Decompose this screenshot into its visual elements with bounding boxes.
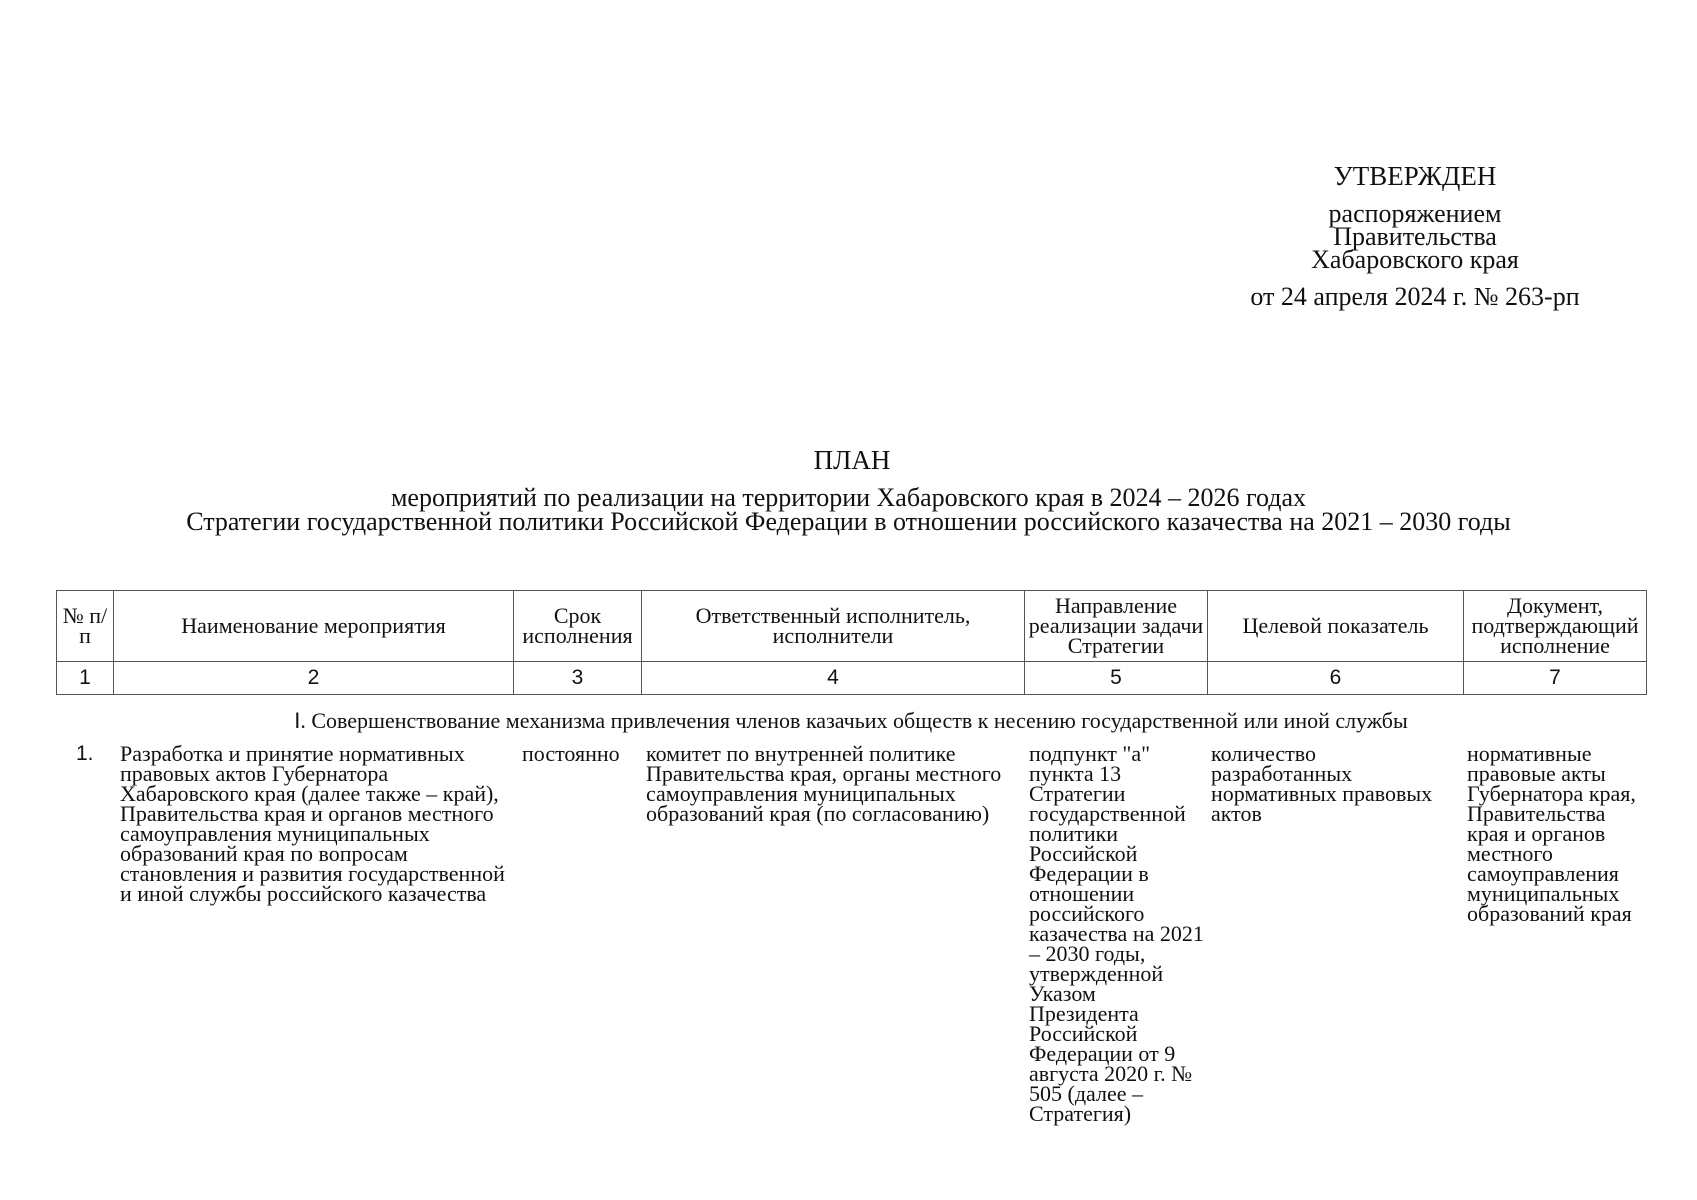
document-subtitle-line-2: Стратегии государственной политики Российской Федерации в отношении российского казачества на 2021 – 2030 годы xyxy=(186,507,1511,536)
approval-stamp xyxy=(1190,161,1640,311)
approval-line-1: распоряжением xyxy=(1328,199,1502,228)
document-title-block xyxy=(0,445,1697,534)
column-number: 3 xyxy=(514,662,642,695)
row-number: 1. xyxy=(76,742,94,765)
row-activity-name: Разработка и принятие нормативных правовых актов Губернатора Хабаровского края (далее также – край), Правительства края и органов местного самоуправления муниципальных образований края по вопросам становления и развития государственной и иной службы российского казачества xyxy=(120,741,505,906)
row-responsible: комитет по внутренней политике Правительства края, органы местного самоуправления муниципальных образований края (по согласованию) xyxy=(646,741,1002,826)
header-document: Документ, подтверждающий исполнение xyxy=(1464,591,1647,662)
header-term: Срок исполнения xyxy=(514,591,642,662)
header-target: Целевой показатель xyxy=(1208,591,1464,662)
document-subtitle-line-1: мероприятий по реализации на территории Хабаровского края в 2024 – 2026 годах xyxy=(390,483,1307,512)
column-number: 2 xyxy=(114,662,514,695)
column-number: 7 xyxy=(1464,662,1647,695)
section-title: . Совершенствование механизма привлечения членов казачьих обществ к несению государственной или иной службы xyxy=(300,708,1408,733)
header-direction: Направление реализации задачи Стратегии xyxy=(1025,591,1208,662)
row-document: нормативные правовые акты Губернатора края, Правительства края и органов местного самоуправления муниципальных образований края xyxy=(1467,741,1636,926)
column-number: 5 xyxy=(1025,662,1208,695)
row-direction: подпункт "а" пункта 13 Стратегии государственной политики Российской Федерации в отношении российского казачества на 2021 – 2030 годы, утвержденной Указом Президента Российской Федерации от 9 августа 2020 г. № 505 (далее – Стратегия) xyxy=(1029,741,1204,1126)
row-target: количество разработанных нормативных правовых актов xyxy=(1211,741,1433,826)
header-responsible: Ответственный исполнитель, исполнители xyxy=(642,591,1025,662)
column-number: 4 xyxy=(642,662,1025,695)
document-title: ПЛАН xyxy=(813,445,891,475)
column-number: 1 xyxy=(57,662,114,695)
section-roman-numeral: I xyxy=(294,708,301,733)
approval-line-3: Хабаровского края xyxy=(1311,245,1519,274)
table-column-number-row xyxy=(57,662,1647,695)
approval-decree: от 24 апреля 2024 г. № 263-рп xyxy=(1250,282,1580,311)
table-header-row xyxy=(57,591,1647,662)
column-number: 6 xyxy=(1208,662,1464,695)
plan-table xyxy=(56,590,1647,695)
header-number: № п/п xyxy=(57,591,114,662)
section-heading xyxy=(56,709,1646,733)
approval-line-2: Правительства xyxy=(1333,222,1497,251)
approval-title: УТВЕРЖДЕН xyxy=(1333,161,1497,191)
header-activity-name: Наименование мероприятия xyxy=(114,591,514,662)
row-term: постоянно xyxy=(522,741,620,766)
